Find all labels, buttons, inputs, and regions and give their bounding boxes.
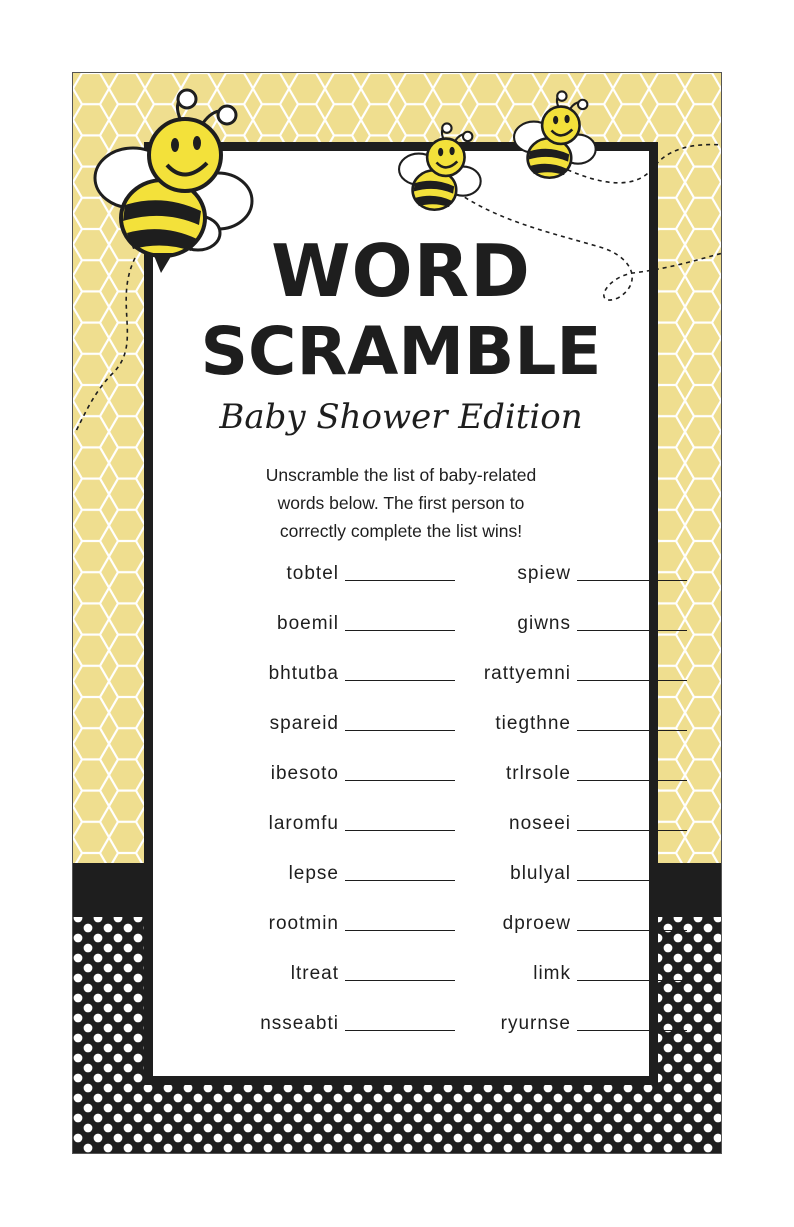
answer-blank[interactable]: [577, 730, 687, 731]
scrambled-word: rootmin: [268, 913, 339, 934]
word-row: [437, 857, 687, 885]
scrambled-word: rattyemni: [483, 663, 571, 684]
word-panel: [144, 142, 658, 1085]
answer-blank[interactable]: [577, 580, 687, 581]
word-row: [437, 757, 687, 785]
word-row: [437, 907, 687, 935]
scrambled-word: noseei: [509, 813, 571, 834]
subtitle: Baby Shower Edition: [219, 397, 583, 437]
title-scramble: SCRAMBLE: [200, 313, 602, 390]
scrambled-word: trlrsole: [505, 763, 571, 784]
answer-blank[interactable]: [577, 1030, 687, 1031]
scrambled-word: tiegthne: [495, 713, 571, 734]
scrambled-word: limk: [533, 963, 571, 984]
word-row: [437, 607, 687, 635]
answer-blank[interactable]: [577, 980, 687, 981]
scrambled-word: ryurnse: [500, 1013, 571, 1034]
instructions-line: Unscramble the list of baby-related: [265, 465, 537, 485]
scrambled-word: blulyal: [510, 863, 571, 884]
scrambled-word: spiew: [517, 563, 571, 584]
word-row: [153, 757, 455, 785]
scrambled-word: lepse: [288, 863, 339, 884]
word-row: [437, 1007, 687, 1035]
answer-blank[interactable]: [577, 680, 687, 681]
word-row: [437, 957, 687, 985]
instructions-line: words below. The first person to: [277, 493, 525, 513]
scrambled-word: ibesoto: [270, 763, 339, 784]
answer-blank[interactable]: [577, 930, 687, 931]
word-row: [153, 957, 455, 985]
word-row: [437, 807, 687, 835]
word-row: [437, 657, 687, 685]
scrambled-word: boemil: [277, 613, 339, 634]
word-row: [153, 1007, 455, 1035]
scrambled-word: tobtel: [286, 563, 339, 584]
scrambled-word: nsseabti: [260, 1013, 339, 1034]
instructions-line: correctly complete the list wins!: [279, 521, 523, 541]
word-row: [153, 807, 455, 835]
answer-blank[interactable]: [577, 830, 687, 831]
word-row: [153, 907, 455, 935]
scrambled-word: ltreat: [290, 963, 339, 984]
instructions: [213, 461, 589, 545]
word-row: [153, 657, 455, 685]
word-row: [437, 557, 687, 585]
scrambled-word: laromfu: [268, 813, 339, 834]
word-row: [153, 557, 455, 585]
scrambled-word: giwns: [517, 613, 571, 634]
word-row: [153, 857, 455, 885]
scrambled-word: bhtutba: [268, 663, 339, 684]
title-word: WORD: [271, 229, 531, 313]
word-row: [153, 607, 455, 635]
scrambled-word: spareid: [269, 713, 339, 734]
scrambled-word: dproew: [502, 913, 571, 934]
word-row: [437, 707, 687, 735]
answer-blank[interactable]: [577, 780, 687, 781]
word-row: [153, 707, 455, 735]
answer-blank[interactable]: [577, 630, 687, 631]
game-card: [72, 72, 722, 1154]
answer-blank[interactable]: [577, 880, 687, 881]
